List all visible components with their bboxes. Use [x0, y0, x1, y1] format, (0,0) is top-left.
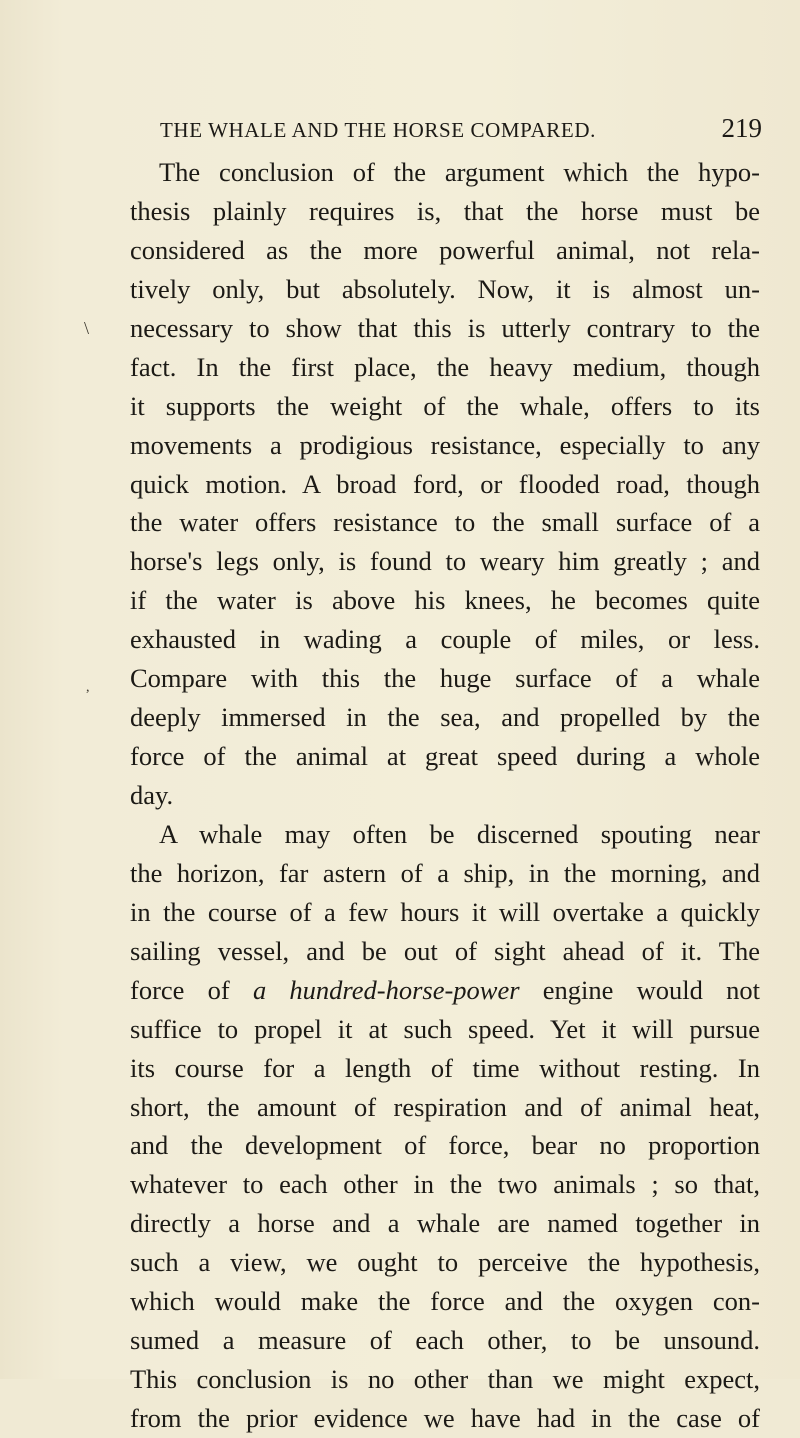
- text-line: tively only, but absolutely. Now, it is almost un-: [130, 273, 760, 304]
- text-line: which would make the force and the oxygen con-: [130, 1286, 760, 1317]
- text-line: from the prior evidence we have had in the case of: [130, 1403, 760, 1433]
- text-line: horse's legs only, is found to weary him greatly ; and: [130, 546, 760, 577]
- text-line: the horizon, far astern of a ship, in the morning, and: [130, 857, 760, 888]
- margin-speck: ,: [86, 680, 90, 695]
- text-fragment: engine would not: [519, 974, 760, 1005]
- text-line: whatever to each other in the two animals ; so that,: [130, 1169, 760, 1200]
- margin-speck: \: [84, 318, 90, 338]
- text-line: suffice to propel it at such speed. Yet it will pursue: [130, 1013, 760, 1044]
- text-line: necessary to show that this is utterly contrary to the: [130, 312, 760, 343]
- text-line: A whale may often be discerned spouting near: [159, 818, 760, 849]
- text-line: directly a horse and a whale are named together in: [130, 1208, 760, 1239]
- text-line: thesis plainly requires is, that the horse must be: [130, 195, 760, 226]
- text-line-with-italic: [130, 971, 760, 1010]
- text-line: day.: [130, 780, 174, 810]
- text-line: exhausted in wading a couple of miles, or less.: [130, 624, 760, 655]
- page-number: 219: [721, 113, 762, 143]
- running-head: [160, 113, 762, 144]
- running-title: THE WHALE AND THE HORSE COMPARED.: [160, 118, 596, 142]
- text-line: force of the animal at great speed during a whole: [130, 741, 760, 772]
- text-line: Compare with this the huge surface of a whale: [130, 663, 760, 694]
- text-line: it supports the weight of the whale, offers to its: [130, 390, 760, 421]
- text-line: movements a prodigious resistance, especially to any: [130, 429, 760, 460]
- text-line: its course for a length of time without resting. In: [130, 1052, 760, 1083]
- text-line: and the development of force, bear no proportion: [130, 1130, 760, 1161]
- text-fragment: force of: [130, 974, 253, 1005]
- text-line: sumed a measure of each other, to be unsound.: [130, 1325, 760, 1356]
- text-line: The conclusion of the argument which the hypo-: [159, 157, 760, 187]
- text-line: if the water is above his knees, he becomes quite: [130, 585, 760, 616]
- text-line: short, the amount of respiration and of animal heat,: [130, 1091, 760, 1122]
- text-line: fact. In the first place, the heavy medium, though: [130, 351, 760, 382]
- text-line: the water offers resistance to the small surface of a: [130, 507, 760, 538]
- text-line: quick motion. A broad ford, or flooded road, though: [130, 468, 760, 499]
- body-text: [130, 153, 760, 1438]
- text-line: deeply immersed in the sea, and propelled by the: [130, 702, 760, 733]
- text-line: considered as the more powerful animal, not rela-: [130, 234, 760, 265]
- text-line: in the course of a few hours it will overtake a quickly: [130, 896, 760, 927]
- text-line: This conclusion is no other than we might expect,: [130, 1364, 760, 1395]
- text-line: sailing vessel, and be out of sight ahead of it. The: [130, 935, 760, 966]
- text-line: such a view, we ought to perceive the hypothesis,: [130, 1247, 760, 1278]
- italic-phrase: a hundred-horse-power: [252, 974, 520, 1005]
